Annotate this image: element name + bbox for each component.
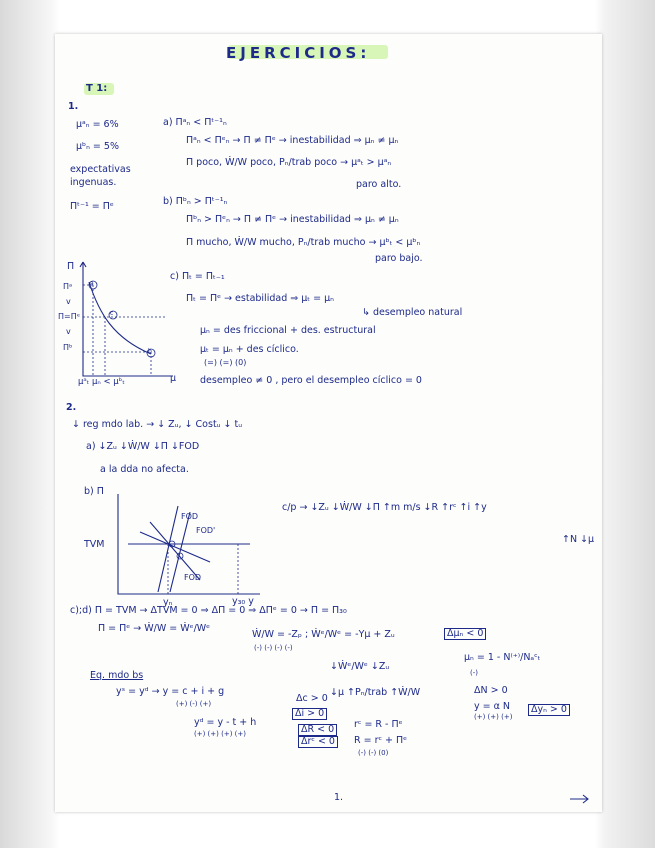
ex2-b: b) Π <box>84 486 104 497</box>
ex2-dn: ΔN > 0 <box>474 685 508 696</box>
ex2-eq1-signs: (+) (-) (+) <box>176 700 212 708</box>
tvm-graph <box>110 492 270 602</box>
graph1-point-a: a <box>90 280 94 287</box>
ex2-eq-label: Eq. mdo bs <box>90 670 144 681</box>
ex2-chain2: ↑N ↓μ <box>562 534 595 545</box>
graph2-fod-label: FOD <box>181 512 199 521</box>
phillips-graph <box>65 258 185 388</box>
ex1-a-line3: paro alto. <box>356 179 402 190</box>
ex1-b-line1: Πᵇₙ > Πᵉₙ → Π ≠ Πᵉ → inestabilidad ⇒ μₙ ≠ μₙ <box>186 214 399 225</box>
ex2-eq2: yᵈ = y - t + h <box>194 717 257 728</box>
ex2-cd-signs: (-) (-) (-) (-) <box>254 644 293 652</box>
next-page-arrow-icon <box>570 795 590 803</box>
graph1-pi-eq: Π=Πᵉ <box>58 312 81 321</box>
ex1-b-head: b) Πᵇₙ > Πᵗ⁻¹ₙ <box>163 196 228 207</box>
ex2-yan-signs: (+) (+) (+) <box>474 713 513 721</box>
graph2-tvm-label: TVM <box>84 539 105 550</box>
ex2-dc: Δc > 0 <box>296 693 328 704</box>
graph2-fodb-label: FOD <box>184 573 202 582</box>
page-number: 1. <box>334 792 344 803</box>
ex2-box-dr: ΔR < 0 <box>298 724 337 736</box>
graph1-x-ticks: μᵃₜ μₙ < μᵇₜ <box>78 377 125 387</box>
graph1-v1: v <box>66 297 71 306</box>
ex2-box-delta-mu: Δμₙ < 0 <box>444 628 486 640</box>
graph1-x-label: μ <box>170 373 177 384</box>
graph1-pi-b: Πᵇ <box>63 343 73 352</box>
ex2-r: R = rᶜ + Πᵉ <box>354 735 408 746</box>
ex1-pi-rule: Πᵗ⁻¹ = Πᵉ <box>70 201 114 212</box>
ex2-cd-line2: Π = Πᵉ → Ẇ/W = Ẇᵉ/Wᵉ <box>98 623 211 634</box>
ex2-box-delta-y: Δyₙ > 0 <box>528 704 570 716</box>
ex2-eq1: yˢ = yᵈ → y = c + i + g <box>116 686 225 697</box>
graph2-yn-label: yₙ <box>163 597 173 608</box>
ex2-cd-line1: c);d) Π = TVM → ΔTVM = 0 ⇒ ΔΠ = 0 ⇒ ΔΠᵉ = 0 → Π = Π₃₀ <box>70 605 347 616</box>
ex2-mun-formula: μₙ = 1 - N⁽⁺⁾/Nₐᶜₜ <box>464 652 541 663</box>
graph1-pi-a: Πᵃ <box>63 282 73 291</box>
ex1-c-line2: μₙ = des friccional + des. estructural <box>200 325 376 336</box>
ex2-r-signs: (-) (-) (0) <box>358 749 389 757</box>
page-title: EJERCICIOS: <box>226 44 371 62</box>
ex1-mu-b: μᵇₙ = 5% <box>76 141 119 152</box>
ex1-a-line2: Π poco, Ẇ/W poco, Pₙ/trab poco → μᵃₜ > μᵃₙ <box>186 157 392 168</box>
ex2-eq2-signs: (+) (+) (+) (+) <box>194 730 246 738</box>
section-label: T 1: <box>86 83 108 94</box>
ex2-box-drc: Δrᶜ < 0 <box>298 736 338 748</box>
ex1-a-line1: Πᵃₙ < Πᵉₙ → Π ≠ Πᵉ → inestabilidad ⇒ μₙ ≠ μₙ <box>186 135 399 146</box>
ex2-chain: c/p → ↓Zᵤ ↓Ẇ/W ↓Π ↑m m/s ↓R ↑rᶜ ↑i ↑y <box>282 502 487 513</box>
ex1-c-line4: desempleo ≠ 0 , pero el desempleo cíclico = 0 <box>200 375 422 386</box>
ex2-a2: a la dda no afecta. <box>100 464 189 475</box>
ex2-number: 2. <box>66 402 77 413</box>
graph1-point-b: b <box>148 348 152 355</box>
ex1-b-line3: paro bajo. <box>375 253 423 264</box>
ex2-dmu: ↓μ ↑Pₙ/trab ↑Ẇ/W <box>330 687 421 698</box>
ex1-c-line3: μₜ = μₙ + des cíclico. <box>200 344 299 355</box>
ex1-expect: expectativas <box>70 164 131 175</box>
ex1-c-line1: Πₜ = Πᵉ → estabilidad ⇒ μₜ = μₙ <box>186 293 334 304</box>
ex1-ingenuas: ingenuas. <box>70 177 117 188</box>
graph2-fod1-label: FOD' <box>196 526 216 535</box>
ex2-rc: rᶜ = R - Πᵉ <box>354 719 403 730</box>
ex1-b-line2: Π mucho, Ẇ/W mucho, Pₙ/trab mucho → μᵇₜ < μᵇₙ <box>186 237 421 248</box>
ex2-line0: ↓ reg mdo lab. → ↓ Zᵤ, ↓ Costᵤ ↓ tᵤ <box>72 419 243 430</box>
graph1-v2: v <box>66 327 71 336</box>
ex1-c-line1b: ↳ desempleo natural <box>362 307 463 318</box>
graph1-axes <box>83 262 173 376</box>
ex1-c-head: c) Πₜ = Πₜ₋₁ <box>170 271 225 282</box>
ex1-c-line3-signs: (=) (=) (0) <box>204 358 247 367</box>
ex1-mu-a: μᵃₙ = 6% <box>76 119 119 130</box>
ex2-cd-line3: Ẇ/W = -Zₚ ; Ẇᵉ/Wᵉ = -Υμ + Zᵤ <box>252 629 395 640</box>
ex2-box-di: Δi > 0 <box>292 708 327 720</box>
graph2-y-label: y₃₀ y <box>232 596 254 607</box>
ex2-a: a) ↓Zᵤ ↓Ẇ/W ↓Π ↓FOD <box>86 441 200 452</box>
graph1-curve <box>89 282 151 354</box>
ex1-number: 1. <box>68 101 79 112</box>
graph1-point-c: c <box>110 310 114 317</box>
ex2-mun-sign: (-) <box>470 669 478 677</box>
ex2-dwz: ↓Ẇᵉ/Wᵉ ↓Zᵤ <box>330 661 390 672</box>
graph1-y-label: Π <box>67 261 75 272</box>
ex1-a-head: a) Πᵃₙ < Πᵗ⁻¹ₙ <box>163 117 227 128</box>
ex2-yan: y = α N <box>474 701 511 712</box>
